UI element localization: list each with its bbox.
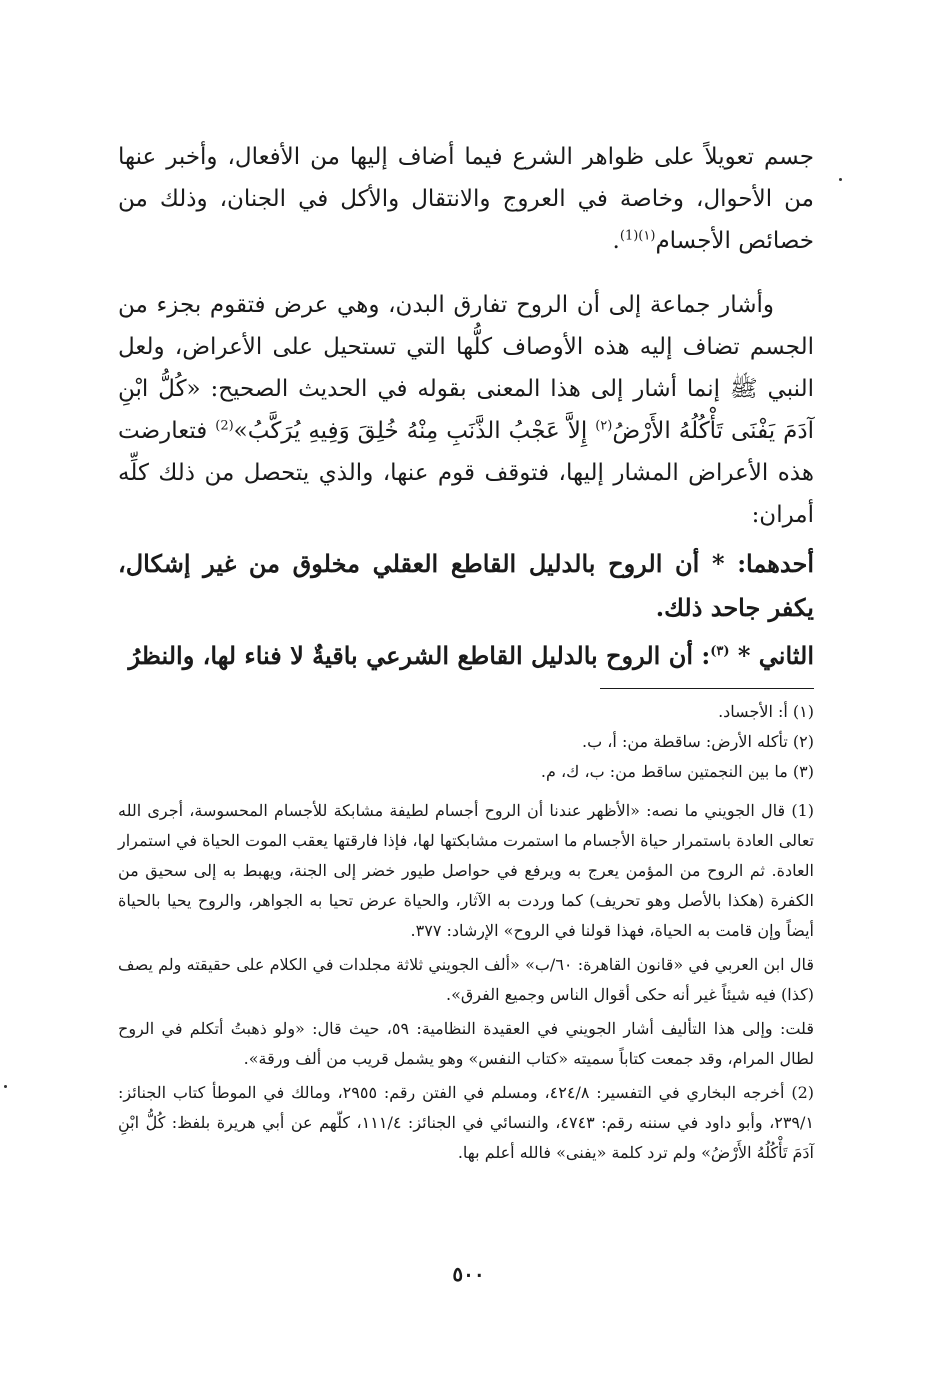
footnote-2: (2) أخرجه البخاري في التفسير: ٤٢٤/٨، ومسلم في الفتن رقم: ٢٩٥٥، ومالك في الموطأ كتاب الجنائز: ٢٣٩/١، وأبو داود في سننه رقم: ٤٧٤٣، والنسائي في الجنائز: ١١١/٤، كلّهم عن أبي هريرة بلفظ: كُلُّ ابْنِ آدَمَ تَأْكُلُهُ الأَرْضُ» ولم ترد كلمة «يفنى» فالله أعلم بها.: [118, 1083, 815, 1162]
variant-footnotes: [118, 697, 814, 787]
variant-footnote: (١) أ: الأجساد.: [718, 702, 814, 721]
scan-speck: [839, 178, 842, 181]
footnote-divider: [600, 688, 814, 689]
commentary-footnotes: [118, 796, 814, 1168]
footnote-marker[interactable]: (2): [215, 418, 234, 434]
first-point: أحدهما: * أن الروح بالدليل القاطع العقلي مخلوق من غير إشكال، يكفر جاحد ذلك.: [118, 549, 814, 622]
footnote-marker[interactable]: (٢): [595, 418, 613, 434]
scan-speck: [4, 1085, 7, 1088]
footnote-1-continuation: قال ابن العربي في «قانون القاهرة: ٦٠/ب» «ألف الجويني ثلاثة مجلدات في الكلام على حقيقته ولم يصف (كذا) فيه شيئاً غير أنه حكى أقوال الناس وجميع الفرق».: [118, 955, 814, 1004]
footnote-1-continuation: قلت: وإلى هذا التأليف أشار الجويني في العقيدة النظامية: ٥٩، حيث قال: «ولو ذهبتُ أتكلم في الروح لطال المرام، وقد جمعت كتاباً سميته «كتاب النفس» وهو يشمل قريب من ألف ورقة».: [118, 1019, 815, 1068]
variant-footnote: (٢) تأكله الأرض: ساقطة من: أ، ب.: [582, 732, 814, 751]
paragraph-2: وأشار جماعة إلى أن الروح تفارق البدن، وهي عرض فتقوم بجزء من الجسم تضاف إليه هذه الأوصاف كلُّها التي تستحيل على الأعراض، ولعل النبي ﷺ إنما أشار إلى هذا المعنى بقوله في الحديث الصحيح: «كُلُّ ابْنِ آدَمَ يَفْنَى تَأْكُلُهُ الأَرْضُ$^{(٢)}$ إِلاَّ عَجْبُ الذَّنَبِ مِنْهُ خُلِقَ وَفِيهِ يُرَكَّبُ»$^{(2)}$ فتعارضت هذه الأعراض المشار إليها، فتوقف قوم عنها، والذي يتحصل من ذلك كلِّه أمران:: [118, 292, 814, 528]
variant-footnote: (٣) ما بين النجمتين ساقط من: ب، ك، م.: [540, 762, 814, 781]
main-text: [118, 136, 814, 678]
second-point: الثاني * $^{(٣)}$: أن الروح بالدليل القاطع الشرعي باقيةٌ لا فناء لها، والنظرُ: [128, 641, 814, 670]
footnote-marker[interactable]: (١)(1): [619, 228, 656, 244]
footnote-1: (1) قال الجويني ما نصه: «الأظهر عندنا أن الروح أجسام لطيفة مشابكة للأجسام المحسوسة، أجرى الله تعالى العادة باستمرار حياة الأجسام ما استمرت مشابكتها لها، فإذا فارقتها يعقب الموت الحياة في استمرار العادة. ثم الروح من المؤمن يعرج به ويرفع في حواصل طيور خضر إلى الجنة، ويهبط به إلى سحيق من الكفرة (هكذا بالأصل وهو تحريف) كما وردت به الآثار، والحياة عرض تحيا به الجواهر، والروح يحيا بالحياة أيضاً وإن قامت به الحياة، فهذا قولنا في الروح» الإرشاد: ٣٧٧.: [118, 801, 814, 940]
paragraph-1: جسم تعويلاً على ظواهر الشرع فيما أضاف إليها من الأفعال، وأخبر عنها من الأحوال، وخاصة في العروج والانتقال والأكل في الجنان، وذلك من خصائص الأجسام$^{(١)(1)}$.: [118, 144, 814, 254]
first-label: أحدهما:: [737, 549, 814, 578]
footnote-marker[interactable]: (٣): [710, 644, 730, 659]
page-number: ٥٠٠: [452, 1262, 485, 1286]
second-label: الثاني: [758, 641, 814, 670]
